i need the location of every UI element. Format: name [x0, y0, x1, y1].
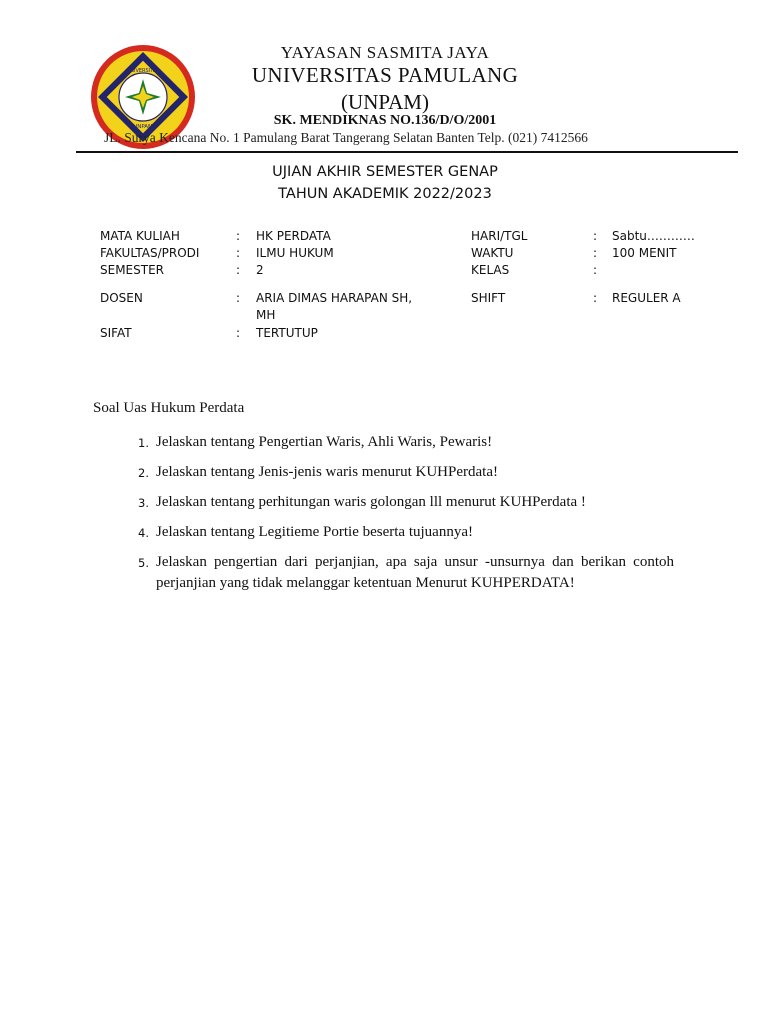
semester-label: SEMESTER: [100, 263, 165, 277]
question-text: Jelaskan tentang Pengertian Waris, Ahli Waris, Pewaris!: [156, 434, 493, 450]
colon: :: [236, 291, 241, 305]
exam-title: UJIAN AKHIR SEMESTER GENAP: [272, 164, 498, 180]
svg-text:UNIVERSITAS: UNIVERSITAS: [126, 68, 160, 74]
question-item: [132, 552, 674, 593]
colon: :: [593, 246, 598, 260]
question-number: 2.: [138, 466, 149, 480]
question-item: [132, 462, 674, 483]
colon: :: [593, 263, 598, 277]
kelas-label: KELAS: [471, 263, 510, 277]
mata-kuliah-value: HK PERDATA: [256, 229, 331, 243]
questions-heading: Soal Uas Hukum Perdata: [93, 400, 245, 416]
colon: :: [236, 229, 241, 243]
question-item: [132, 492, 674, 513]
question-text: Jelaskan tentang Legitieme Portie beserta tujuannya!: [156, 524, 473, 540]
university-abbreviation: (UNPAM): [341, 90, 429, 114]
dosen-value-continued: MH: [256, 308, 276, 322]
fakultas-value: ILMU HUKUM: [256, 246, 334, 260]
fakultas-label: FAKULTAS/PRODI: [100, 246, 200, 260]
waktu-label: WAKTU: [471, 246, 514, 260]
question-text: Jelaskan tentang perhitungan waris golongan lll menurut KUHPerdata !: [156, 494, 586, 510]
sifat-value: TERTUTUP: [256, 326, 318, 340]
question-number: 3.: [138, 496, 149, 510]
header-divider: [76, 151, 738, 153]
waktu-value: 100 MENIT: [612, 246, 677, 260]
shift-value: REGULER A: [612, 291, 681, 305]
question-number: 5.: [138, 556, 149, 570]
address: JL. Surya Kencana No. 1 Pamulang Barat Tangerang Selatan Banten Telp. (021) 7412566: [104, 130, 588, 145]
question-number: 1.: [138, 436, 149, 450]
sifat-label: SIFAT: [100, 326, 132, 340]
question-item: [132, 432, 674, 453]
semester-value: 2: [256, 263, 264, 277]
colon: :: [236, 326, 241, 340]
colon: :: [236, 246, 241, 260]
hari-tgl-value: Sabtu…………: [612, 229, 695, 243]
foundation-name: YAYASAN SASMITA JAYA: [280, 43, 490, 62]
svg-text:UNPAM: UNPAM: [133, 124, 153, 130]
hari-tgl-label: HARI/TGL: [471, 229, 528, 243]
dosen-label: DOSEN: [100, 291, 143, 305]
question-text: Jelaskan tentang Jenis-jenis waris menurut KUHPerdata!: [156, 464, 498, 480]
colon: :: [593, 291, 598, 305]
colon: :: [593, 229, 598, 243]
question-text: Jelaskan pengertian dari perjanjian, apa saja unsur -unsurnya dan berikan contoh perjanjian yang tidak melanggar ketentuan Menurut KUHPERDATA!: [156, 554, 674, 591]
colon: :: [236, 263, 241, 277]
shift-label: SHIFT: [471, 291, 506, 305]
university-name: UNIVERSITAS PAMULANG: [251, 63, 519, 87]
dosen-value: ARIA DIMAS HARAPAN SH,: [256, 291, 413, 305]
question-list: [132, 432, 674, 603]
question-item: [132, 522, 674, 543]
question-number: 4.: [138, 526, 149, 540]
mata-kuliah-label: MATA KULIAH: [100, 229, 180, 243]
decree-number: SK. MENDIKNAS NO.136/D/O/2001: [273, 113, 497, 128]
academic-year: TAHUN AKADEMIK 2022/2023: [278, 186, 492, 202]
